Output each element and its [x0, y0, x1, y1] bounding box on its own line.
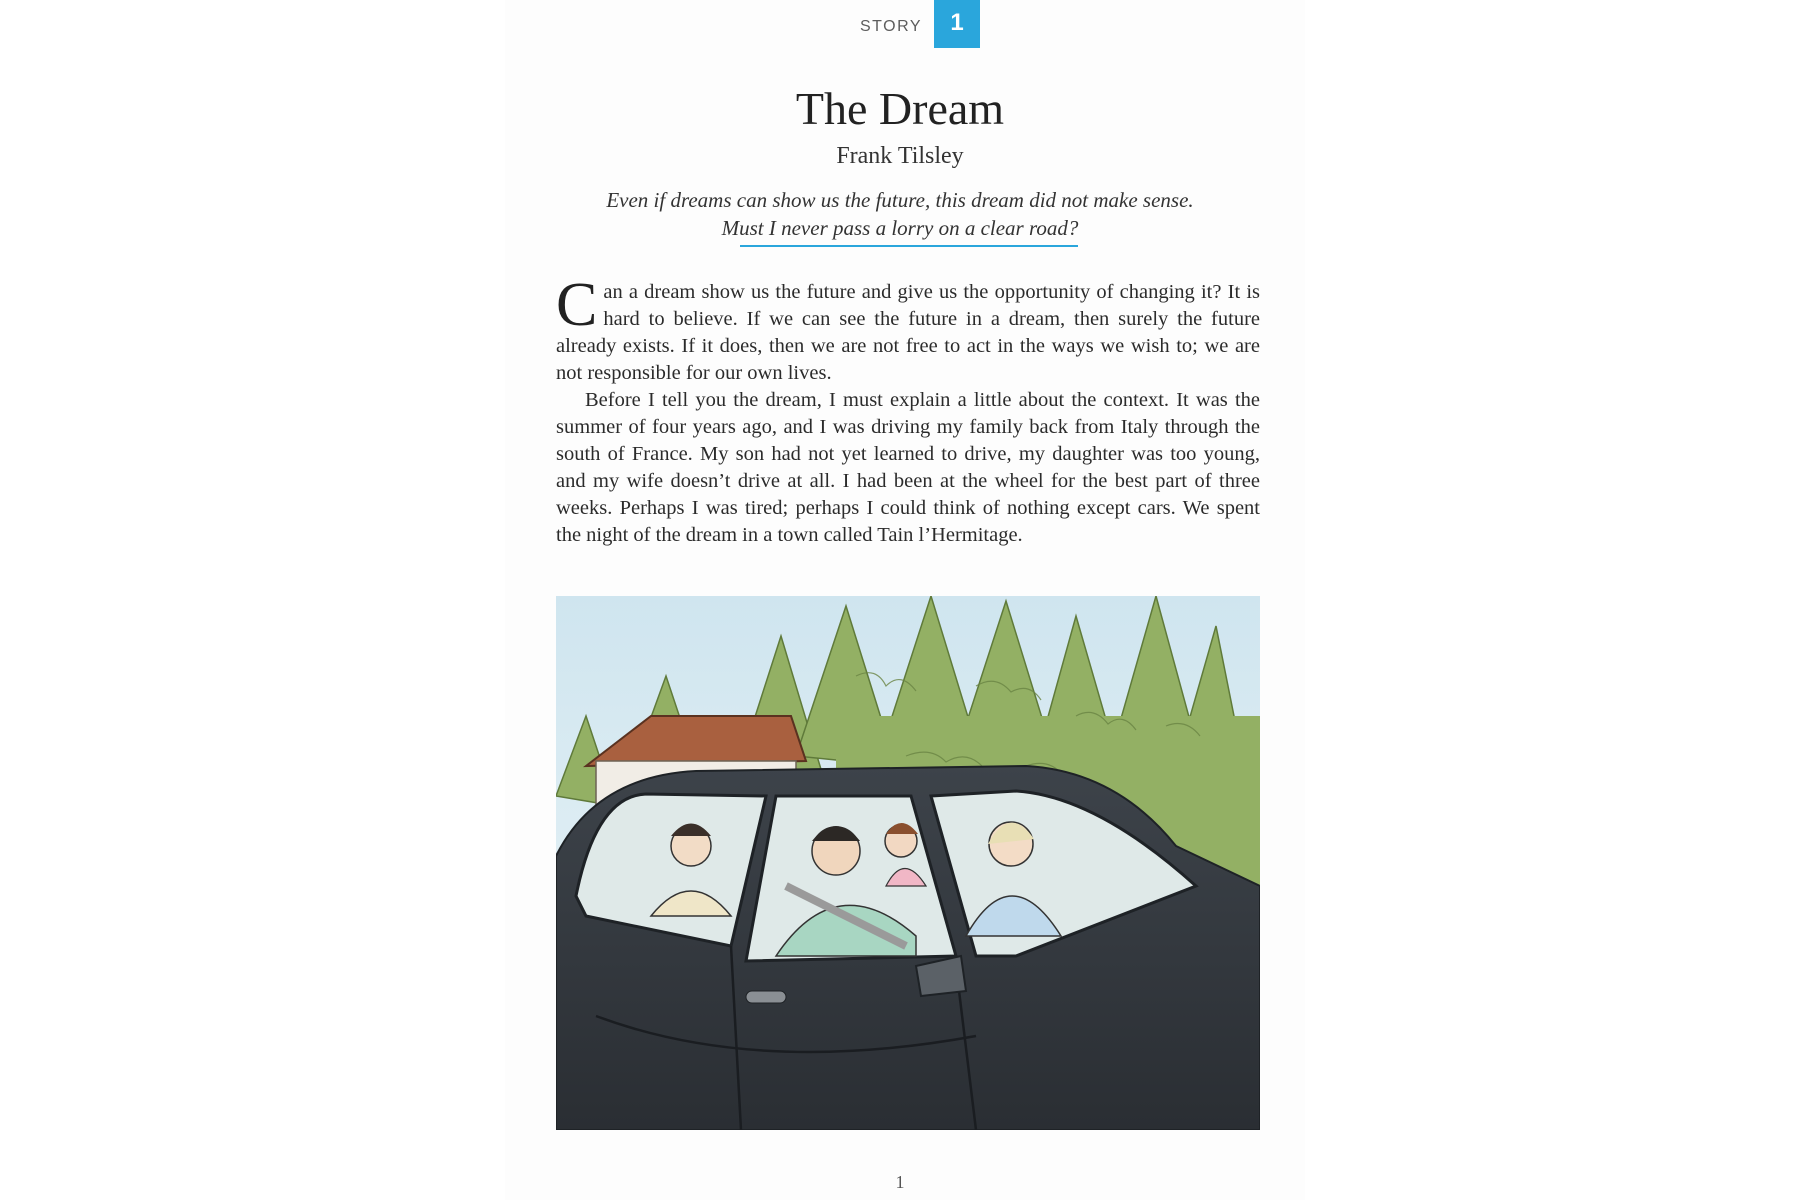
paragraph-2: Before I tell you the dream, I must explain a little about the context. It was the summer of four years ago, and I was driving my family back from Italy through the south of France. My son had not yet learned to drive, my daughter was too young, and my wife doesn’t drive at all. I had been at the wheel for the best part of three weeks. Perhaps I was tired; perhaps I could think of nothing except cars. We spent the night of the dream in a town called Tain l’Hermitage.	[556, 389, 1260, 546]
story-number-badge: 1	[934, 0, 980, 48]
story-tab	[860, 0, 980, 48]
family-in-car-image	[556, 596, 1260, 1130]
paragraph-1-text: an a dream show us the future and give us the opportunity of changing it? It is hard to believe. If we can see the future in a dream, then surely the future already exists. If it does, then we are not free to act in the ways we wish to; we are not responsible for our own lives.	[556, 281, 1260, 384]
page-number: 1	[895, 1172, 905, 1192]
paragraph-1	[556, 271, 1260, 387]
drop-cap: C	[556, 271, 598, 339]
tagline-line-2: Must I never pass a lorry on a clear road?	[721, 216, 1079, 240]
story-tagline	[0, 186, 1800, 242]
tagline-line-1: Even if dreams can show us the future, this dream did not make sense.	[606, 188, 1194, 212]
car-illustration	[556, 596, 1260, 1130]
story-label: STORY	[860, 18, 923, 35]
story-author: Frank Tilsley	[836, 143, 964, 169]
story-title: The Dream	[795, 83, 1005, 134]
tagline-underline	[740, 245, 1078, 247]
story-body	[556, 271, 1260, 549]
